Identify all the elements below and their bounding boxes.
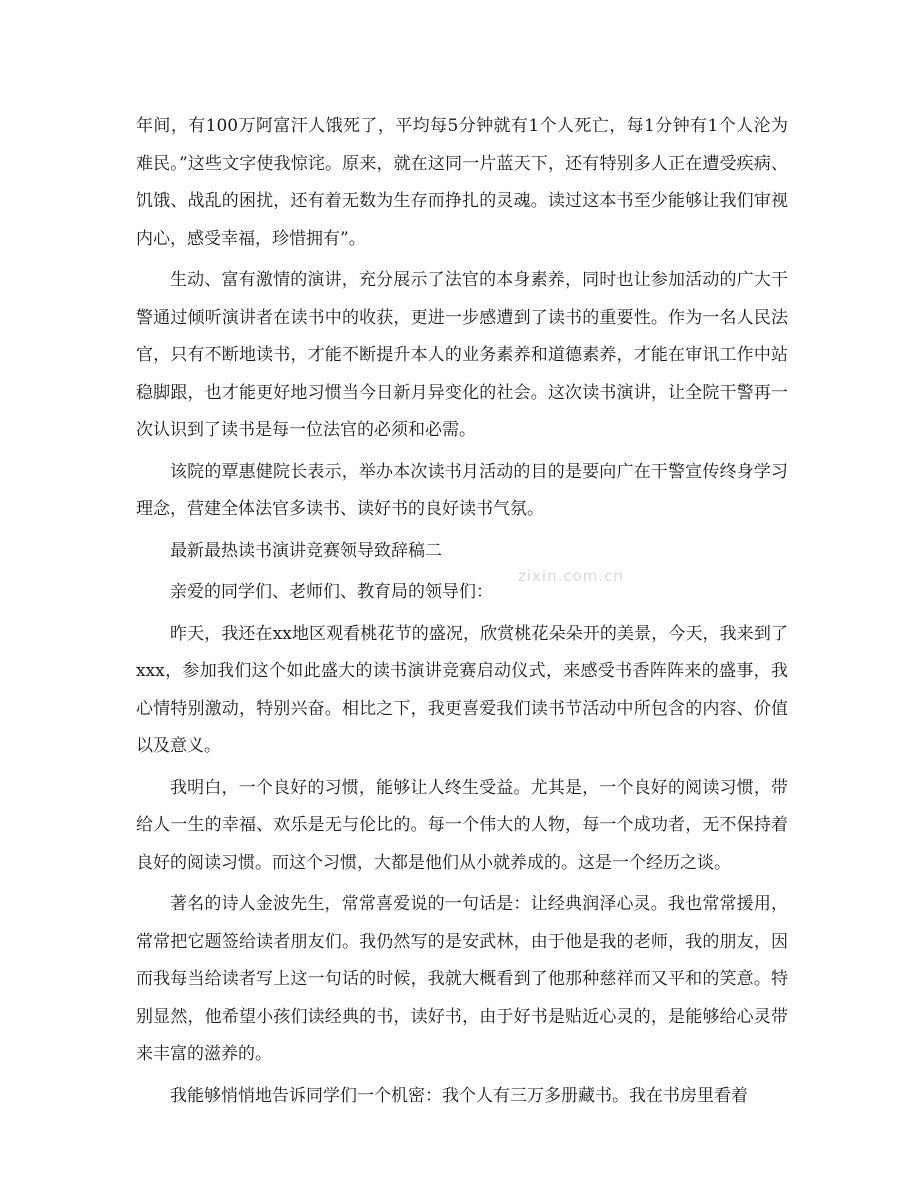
document-body xyxy=(136,108,788,1119)
paragraph: 生动、富有激情的演讲，充分展示了法官的本身素养，同时也让参加活动的广大干警通过倾听演讲者在读书中的收获，更进一步感遭到了读书的重要性。作为一名人民法官，只有不断地读书，才能不断提升本人的业务素养和道德素养，才能在审讯工作中站稳脚跟，也才能更好地习惯当今日新月异变化的社会。这次读书演讲，让全院干警再一次认识到了读书是每一位法官的必须和必需。 xyxy=(136,270,788,440)
paragraph: 该院的覃惠健院长表示，举办本次读书月活动的目的是要向广在干警宣传终身学习理念，营建全体法官多读书、读好书的良好读书气氛。 xyxy=(136,461,788,519)
paragraph: 我明白，一个良好的习惯，能够让人终生受益。尤其是，一个良好的阅读习惯，带给人一生的幸福、欢乐是无与伦比的。每一个伟大的人物，每一个成功者，无不保持着良好的阅读习惯。而这个习惯，大都是他们从小就养成的。这是一个经历之谈。 xyxy=(136,777,788,873)
paragraph: 昨天，我还在xx地区观看桃花节的盛况，欣赏桃花朵朵开的美景，今天，我来到了xxx，参加我们这个如此盛大的读书演讲竞赛启动仪式，来感受书香阵阵来的盛事，我心情特别激动，特别兴奋。相比之下，我更喜爱我们读书节活动中所包含的内容、价值以及意义。 xyxy=(136,623,788,756)
watermark: zixin.com.cn xyxy=(518,567,624,585)
salutation: 亲爱的同学们、老师们、教育局的领导们： xyxy=(170,582,493,602)
paragraph: 著名的诗人金波先生，常常喜爱说的一句话是：让经典润泽心灵。我也常常援用，常常把它题签给读者朋友们。我仍然写的是安武林，由于他是我的老师，我的朋友，因而我每当给读者写上这一句话的时候，我就大概看到了他那种慈祥而又平和的笑意。特别显然，他希望小孩们读经典的书，读好书，由于好书是贴近心灵的，是能够给心灵带来丰富的滋养的。 xyxy=(136,894,788,1064)
paragraph: 我能够悄悄地告诉同学们一个机密：我个人有三万多册藏书。我在书房里看着 xyxy=(170,1085,748,1106)
paragraph-continuation: 年间，有100万阿富汗人饿死了，平均每5分钟就有1个人死亡，每1分钟有1个人沦为难民。”这些文字使我惊诧。原来，就在这同一片蓝天下，还有特别多人正在遭受疾病、饥饿、战乱的困扰，还有着无数为生存而挣扎的灵魂。读过这本书至少能够让我们审视内心，感受幸福，珍惜拥有”。 xyxy=(136,116,788,249)
section-heading: 最新最热读书演讲竞赛领导致辞稿二 xyxy=(170,540,442,561)
